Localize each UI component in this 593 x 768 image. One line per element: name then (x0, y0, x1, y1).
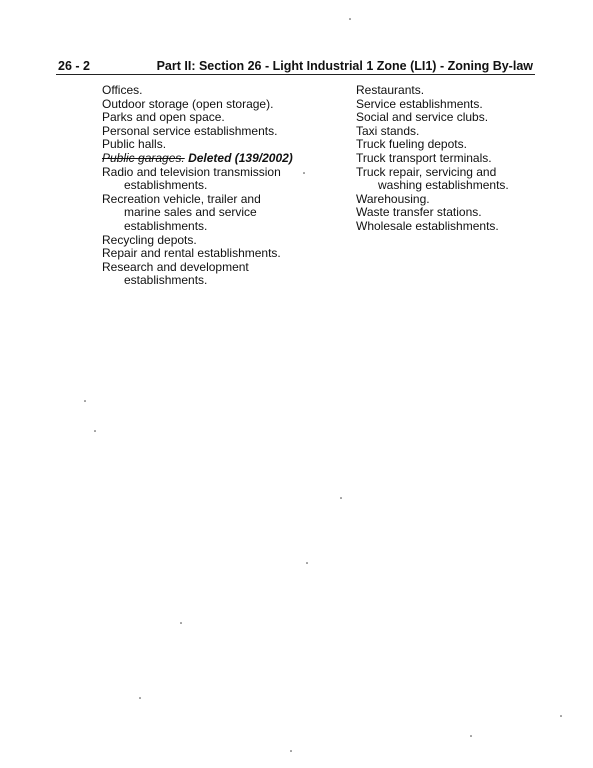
list-item: Warehousing. (356, 191, 430, 206)
list-item: Restaurants. (356, 83, 425, 97)
list-item: Public halls. (102, 137, 167, 152)
list-item: Truck repair, servicing and washing establishments. (356, 164, 509, 193)
list-item: Outdoor storage (open storage). (102, 96, 274, 111)
deleted-list-item (102, 152, 322, 166)
list-item: Truck fueling depots. (356, 137, 467, 152)
scan-speck (139, 697, 141, 699)
page-number: 26 - 2 (58, 59, 90, 73)
list-item: Recycling depots. (102, 232, 197, 247)
scan-speck (560, 715, 562, 717)
list-item: Taxi stands. (356, 123, 420, 138)
scan-speck (290, 750, 292, 752)
list-item: Recreation vehicle, trailer and marine sales and service establishments. (102, 191, 261, 233)
scan-speck (349, 18, 351, 20)
page-header-title: Part II: Section 26 - Light Industrial 1 Zone (LI1) - Zoning By-law (156, 59, 533, 73)
header-rule (56, 74, 535, 75)
scan-speck (470, 735, 472, 737)
left-use-list (102, 84, 322, 288)
list-item: Research and development establishments. (102, 259, 249, 288)
scan-speck (303, 172, 305, 174)
list-item: Wholesale establishments. (356, 218, 499, 233)
list-item: Offices. (102, 83, 143, 97)
list-item: Parks and open space. (102, 110, 225, 125)
list-item: Repair and rental establishments. (102, 246, 281, 261)
scan-speck (306, 562, 308, 564)
list-item: Service establishments. (356, 96, 483, 111)
scan-speck (84, 400, 86, 402)
list-item: Personal service establishments. (102, 123, 278, 138)
deletion-note: Deleted (139/2002) (188, 150, 293, 165)
list-item: Radio and television transmission establishments. (102, 164, 281, 193)
right-use-list (356, 84, 556, 234)
scan-speck (94, 430, 96, 432)
scan-speck (180, 622, 182, 624)
struck-text: Public garages. (102, 150, 185, 165)
scan-speck (340, 497, 342, 499)
list-item: Truck transport terminals. (356, 150, 492, 165)
list-item: Waste transfer stations. (356, 205, 482, 220)
list-item: Social and service clubs. (356, 110, 489, 125)
